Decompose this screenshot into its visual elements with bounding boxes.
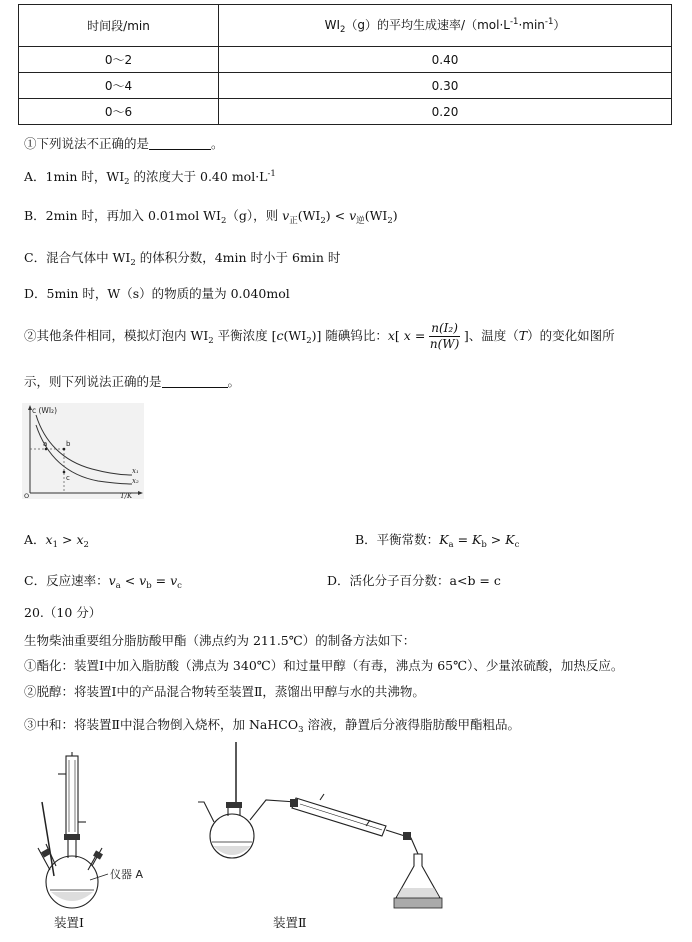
graph-xlabel: T/K: [120, 492, 133, 499]
instrument-a-label: 仪器 A: [110, 868, 144, 881]
cell-period: 0～6: [19, 99, 219, 125]
answer-blank: [162, 375, 228, 388]
cell-period: 0～2: [19, 47, 219, 73]
q2-option-c: C．反应速率：$v_a < v_b = v_c$: [24, 573, 182, 591]
q2-option-b: B．平衡常数：$K_a = K_b > K_c$: [355, 532, 520, 550]
apparatus-1-diagram: [20, 752, 170, 914]
cell-rate: 0.20: [219, 99, 672, 125]
q20-step2: ②脱醇：将装置Ⅰ中的产品混合物转至装置Ⅱ，蒸馏出甲醇与水的共沸物。: [24, 684, 425, 699]
q1-stem: ①下列说法不正确的是 。: [24, 136, 224, 151]
q1-option-d: D．5min 时，W（s）的物质的量为 0.040mol: [24, 286, 290, 301]
origin-label: O: [24, 492, 30, 499]
equilibrium-graph: [22, 403, 144, 499]
table-row: [19, 99, 672, 125]
header-rate: $WI_2(g)$的平均生成速率$/(mol\cdot L^{-1}\cdot\min^{-1})$: [219, 5, 672, 47]
q1-option-b: B．2min 时，再加入 0.01mol $WI_2(g)$，则 $v_正(WI_2) < v_逆(WI_2)$: [24, 208, 398, 226]
rate-table: [18, 4, 672, 125]
table-row: [19, 73, 672, 99]
point-b-label: b: [66, 440, 71, 448]
q20-number: 20.（10 分）: [24, 605, 102, 620]
q20-step1: ①酯化：装置Ⅰ中加入脂肪酸（沸点为 340℃）和过量甲醇（有毒，沸点为 65℃）、少量浓硫酸，加热反应。: [24, 658, 624, 673]
answer-blank: [149, 137, 211, 150]
cell-rate: 0.30: [219, 73, 672, 99]
point-a-label: a: [43, 440, 48, 448]
header-period: 时间段/min: [19, 5, 219, 47]
q20-intro: 生物柴油重要组分脂肪酸甲酯（沸点约为 211.5℃）的制备方法如下：: [24, 633, 416, 648]
q2-stem-line1: ②其他条件相同，模拟灯泡内 $WI_2$ 平衡浓度 $[c(WI_2)]$ 随碘钨比：x[ x = $\frac{\text{n(I₂)}}{n(W)}$ ]、温度（T）的变化如图所: [24, 321, 615, 351]
apparatus-2-diagram: [196, 742, 446, 912]
q2-stem-line2: 示，则下列说法正确的是 。: [24, 374, 241, 389]
table-header-row: [19, 5, 672, 47]
graph-ylabel: c (WI₂): [32, 406, 57, 415]
point-c-label: c: [66, 474, 70, 482]
table-row: [19, 47, 672, 73]
apparatus-1-label: 装置Ⅰ: [54, 915, 84, 930]
q20-step3: ③中和：将装置Ⅱ中混合物倒入烧杯，加 NaHCO$_3$ 溶液，静置后分液得脂肪酸甲酯粗品。: [24, 717, 520, 735]
curve-label-x2: x₂: [132, 477, 139, 485]
q2-option-d: D．活化分子百分数：a<b = c: [327, 573, 501, 588]
curve-label-x1: x₁: [132, 467, 139, 475]
apparatus-2-label: 装置Ⅱ: [273, 915, 307, 930]
cell-period: 0～4: [19, 73, 219, 99]
ratio-fraction: $\frac{\text{n(I₂)}}{n(W)}$: [429, 321, 460, 351]
q1-option-c: C．混合气体中 $WI_2$ 的体积分数，4min 时小于 6min 时: [24, 250, 341, 268]
cell-rate: 0.40: [219, 47, 672, 73]
q1-option-a: A．1min 时，$WI_2$ 的浓度大于 0.40 $mol\cdot L^{-1}$: [24, 169, 276, 187]
q2-option-a: A．$x_1 > x_2$: [24, 532, 89, 550]
